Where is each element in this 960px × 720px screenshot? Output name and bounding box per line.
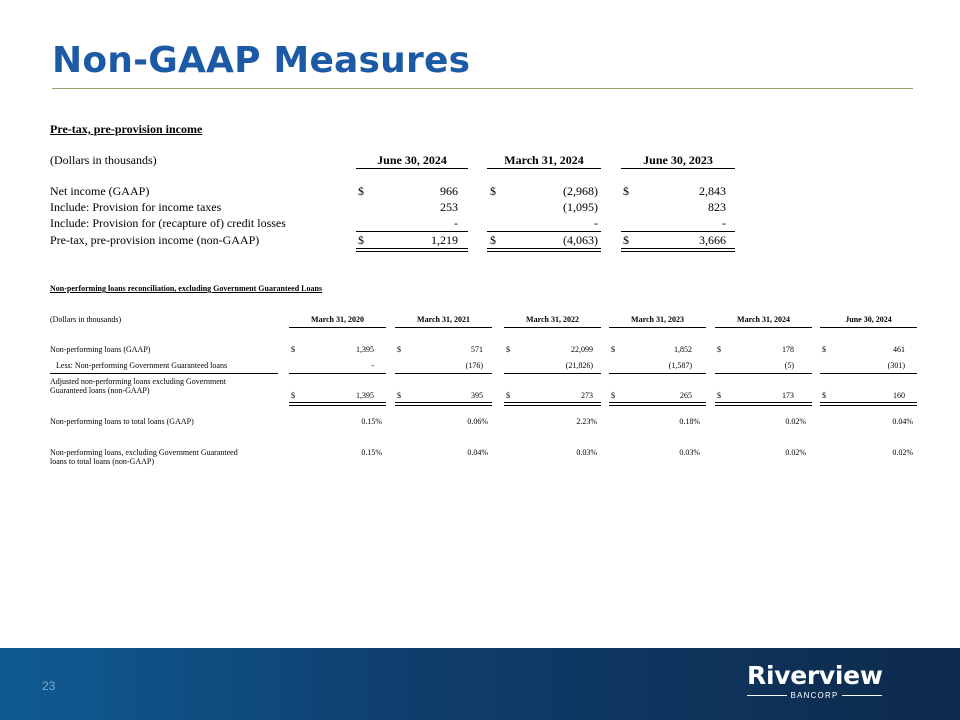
table2-currency: $ — [291, 391, 295, 400]
table2-value: 0.18% — [679, 417, 700, 426]
table2-total-double-rule — [289, 402, 386, 406]
table1-currency: $ — [358, 233, 364, 247]
table2-currency: $ — [611, 391, 615, 400]
table2-sum-rule — [715, 373, 812, 374]
table2-value: 0.06% — [467, 417, 488, 426]
table2-sum-rule — [504, 373, 601, 374]
table2-row-label: loans to total loans (non-GAAP) — [50, 457, 154, 466]
table2-value: 0.04% — [892, 417, 913, 426]
table2-value: (5) — [784, 361, 794, 370]
table2-header-underline — [504, 327, 601, 328]
table2-row-label: Non-performing loans to total loans (GAAP) — [50, 417, 194, 426]
table1-currency: $ — [623, 184, 629, 198]
bancorp-logo-subtitle — [747, 691, 882, 700]
table2-value: 0.02% — [785, 417, 806, 426]
table1-row-label: Net income (GAAP) — [50, 184, 150, 198]
table2-value: 2.23% — [576, 417, 597, 426]
table1-value: 966 — [440, 184, 458, 198]
table2-sum-rule — [395, 373, 492, 374]
table1-value: 1,219 — [431, 233, 458, 247]
table1-row-label: Include: Provision for (recapture of) credit losses — [50, 216, 286, 230]
table2-value: 571 — [471, 345, 483, 354]
table2-sum-rule — [609, 373, 706, 374]
table2-currency: $ — [397, 345, 401, 354]
table2-col-header: March 31, 2024 — [737, 315, 790, 324]
table1-value: (4,063) — [563, 233, 598, 247]
table2-value: 0.15% — [361, 448, 382, 457]
table1-total-double-rule — [356, 248, 468, 252]
table2-row-label: Non-performing loans, excluding Government Guaranteed — [50, 448, 238, 457]
table1-row-label: Pre-tax, pre-provision income (non-GAAP) — [50, 233, 260, 247]
table2-unit-label: (Dollars in thousands) — [50, 315, 122, 324]
table2-currency: $ — [717, 391, 721, 400]
table2-currency: $ — [291, 345, 295, 354]
table1-currency: $ — [490, 233, 496, 247]
table1-header-underline — [621, 168, 735, 169]
table2-value: 160 — [893, 391, 905, 400]
table2-value: 22,099 — [571, 345, 593, 354]
table2-total-double-rule — [609, 402, 706, 406]
table2-header-underline — [609, 327, 706, 328]
table2-value: 0.02% — [785, 448, 806, 457]
table1-value: 3,666 — [699, 233, 726, 247]
table2-currency: $ — [506, 345, 510, 354]
table2-header-underline — [289, 327, 386, 328]
table1-total-double-rule — [621, 248, 735, 252]
table2-value: 0.02% — [892, 448, 913, 457]
table2-currency: $ — [822, 345, 826, 354]
table2-value: (21,826) — [565, 361, 593, 370]
table2-value: 461 — [893, 345, 905, 354]
table1-value: 2,843 — [699, 184, 726, 198]
table1-header-underline — [487, 168, 601, 169]
table2-value: 173 — [782, 391, 794, 400]
title-divider — [52, 88, 913, 89]
table1-col-header: June 30, 2023 — [643, 153, 713, 167]
table2-col-header: March 31, 2020 — [311, 315, 364, 324]
table1-value: - — [722, 216, 726, 230]
table2-value: 0.03% — [576, 448, 597, 457]
table2-value: 0.04% — [467, 448, 488, 457]
table2-header-underline — [820, 327, 917, 328]
table2-value: 1,395 — [356, 391, 374, 400]
table2-value: 1,395 — [356, 345, 374, 354]
table1-row-label: Include: Provision for income taxes — [50, 200, 222, 214]
table1-sum-rule — [356, 231, 468, 232]
table2-value: 395 — [471, 391, 483, 400]
table1-value: (2,968) — [563, 184, 598, 198]
table2-row-label: Less: Non-performing Government Guaranteed loans — [56, 361, 228, 370]
table1-value: 823 — [708, 200, 726, 214]
table1-section-title: Pre-tax, pre-provision income — [50, 122, 203, 136]
table2-currency: $ — [506, 391, 510, 400]
table1-col-header: June 30, 2024 — [377, 153, 447, 167]
table2-value: 0.03% — [679, 448, 700, 457]
table2-col-header: March 31, 2023 — [631, 315, 684, 324]
table2-col-header: June 30, 2024 — [845, 315, 892, 324]
table1-col-header: March 31, 2024 — [504, 153, 584, 167]
table2-value: (301) — [887, 361, 905, 370]
table2-value: 265 — [680, 391, 692, 400]
table2-sum-rule — [289, 373, 386, 374]
table2-row-label: Adjusted non-performing loans excluding Government — [50, 377, 226, 386]
table2-header-underline — [715, 327, 812, 328]
table1-header-underline — [356, 168, 468, 169]
table1-total-double-rule — [487, 248, 601, 252]
table2-label-rule — [50, 373, 278, 374]
table2-row-label: Guaranteed loans (non-GAAP) — [50, 386, 150, 395]
table2-total-double-rule — [820, 402, 917, 406]
table1-value: 253 — [440, 200, 458, 214]
table1-value: - — [594, 216, 598, 230]
logo-line-right — [842, 695, 882, 696]
table1-currency: $ — [358, 184, 364, 198]
table2-total-double-rule — [504, 402, 601, 406]
table2-currency: $ — [822, 391, 826, 400]
table2-value: - — [371, 361, 374, 370]
table1-value: - — [454, 216, 458, 230]
table1-currency: $ — [623, 233, 629, 247]
table1-currency: $ — [490, 184, 496, 198]
table2-value: (176) — [465, 361, 483, 370]
table1-sum-rule — [487, 231, 601, 232]
table2-col-header: March 31, 2021 — [417, 315, 470, 324]
table1-sum-rule — [621, 231, 735, 232]
table2-row-label: Non-performing loans (GAAP) — [50, 345, 151, 354]
riverview-logo: Riverview — [747, 661, 883, 690]
table2-total-double-rule — [395, 402, 492, 406]
table2-header-underline — [395, 327, 492, 328]
table2-sum-rule — [820, 373, 917, 374]
table1-unit-label: (Dollars in thousands) — [50, 153, 157, 167]
table2-col-header: March 31, 2022 — [526, 315, 579, 324]
table2-currency: $ — [717, 345, 721, 354]
table2-total-double-rule — [715, 402, 812, 406]
table2-currency: $ — [611, 345, 615, 354]
logo-line-left — [747, 695, 787, 696]
table2-currency: $ — [397, 391, 401, 400]
logo-sub-text: BANCORP — [790, 691, 839, 700]
table2-section-title: Non-performing loans reconciliation, excluding Government Guaranteed Loans — [50, 284, 323, 293]
table2-value: 178 — [782, 345, 794, 354]
table2-value: 273 — [581, 391, 593, 400]
page-number: 23 — [42, 679, 56, 693]
table2-value: 1,852 — [674, 345, 692, 354]
table2-value: (1,587) — [668, 361, 692, 370]
table2-value: 0.15% — [361, 417, 382, 426]
page-title: Non-GAAP Measures — [52, 40, 471, 81]
table1-value: (1,095) — [563, 200, 598, 214]
